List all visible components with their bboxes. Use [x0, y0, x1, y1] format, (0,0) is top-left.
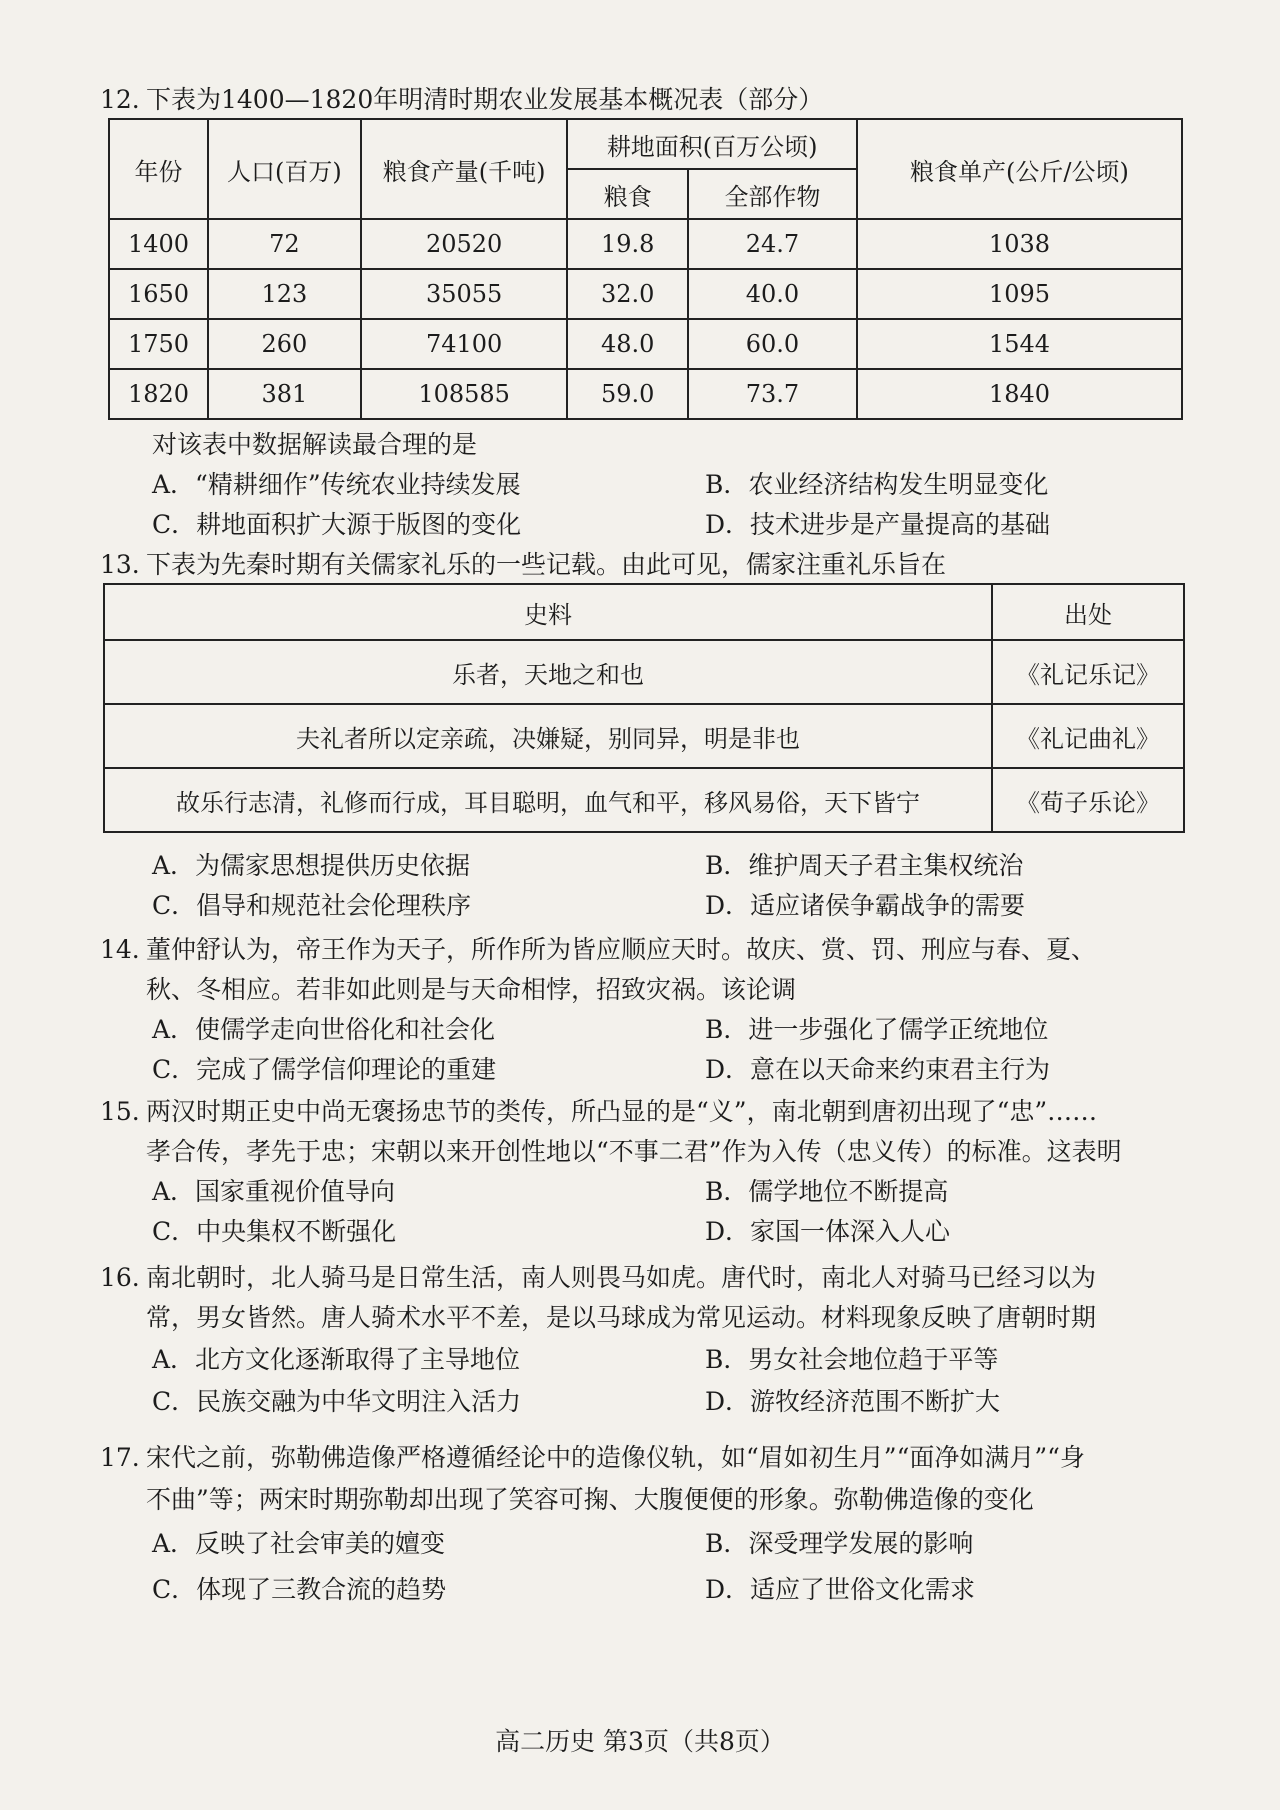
option-c[interactable]: C．倡导和规范社会伦理秩序: [152, 891, 472, 920]
option-b[interactable]: B．男女社会地位趋于平等: [705, 1345, 999, 1374]
cell: 1650: [109, 269, 208, 319]
option-d[interactable]: D．适应诸侯争霸战争的需要: [705, 891, 1026, 920]
option-b[interactable]: B．儒学地位不断提高: [705, 1177, 949, 1206]
table-row: [104, 768, 1184, 832]
cell: 1544: [857, 319, 1182, 369]
option-a[interactable]: A．为儒家思想提供历史依据: [152, 851, 471, 880]
question-line: 南北朝时，北人骑马是日常生活，南人则畏马如虎。唐代时，南北人对骑马已经习以为: [146, 1263, 1097, 1292]
header-population: 人口(百万): [208, 119, 361, 219]
cell: 1095: [857, 269, 1182, 319]
cell: 35055: [361, 269, 568, 319]
cell: 72: [208, 219, 361, 269]
cell: 1038: [857, 219, 1182, 269]
header-yield: 粮食单产(公斤/公顷): [857, 119, 1182, 219]
question-line: 秋、冬相应。若非如此则是与天命相悖，招致灾祸。该论调: [146, 975, 797, 1004]
option-d[interactable]: D．适应了世俗文化需求: [705, 1575, 976, 1604]
option-c[interactable]: C．民族交融为中华文明注入活力: [152, 1387, 522, 1416]
cell: 381: [208, 369, 361, 419]
option-d[interactable]: D．游牧经济范围不断扩大: [705, 1387, 1001, 1416]
question-line: 宋代之前，弥勒佛造像严格遵循经论中的造像仪轨，如“眉如初生月”“面净如满月”“身: [146, 1443, 1085, 1472]
table-row: [109, 269, 1182, 319]
question-line: 孝合传，孝先于忠；宋朝以来开创性地以“不事二君”作为入传（忠义传）的标准。这表明: [146, 1137, 1122, 1166]
question-number: 15.: [100, 1097, 140, 1126]
header-farmland-all: 全部作物: [688, 169, 857, 219]
option-d[interactable]: D．意在以天命来约束君主行为: [705, 1055, 1051, 1084]
question-number: 14.: [100, 935, 140, 964]
option-a[interactable]: A．“精耕细作”传统农业持续发展: [152, 470, 521, 499]
question-line: 两汉时期正史中尚无褒扬忠节的类传，所凸显的是“义”，南北朝到唐初出现了“忠”……: [146, 1097, 1098, 1126]
cell: 74100: [361, 319, 568, 369]
question-15: [100, 1094, 1097, 1130]
header-source: 史料: [104, 584, 992, 640]
option-a[interactable]: A．国家重视价值导向: [152, 1177, 396, 1206]
cell: 《礼记曲礼》: [992, 704, 1184, 768]
table-row: [109, 319, 1182, 369]
cell: 19.8: [567, 219, 688, 269]
option-b[interactable]: B．维护周天子君主集权统治: [705, 851, 1024, 880]
page-footer: 高二历史 第3页（共8页）: [495, 1727, 785, 1756]
option-b[interactable]: B．进一步强化了儒学正统地位: [705, 1015, 1049, 1044]
option-a[interactable]: A．北方文化逐渐取得了主导地位: [152, 1345, 521, 1374]
question-17: [100, 1440, 1085, 1476]
cell: 1840: [857, 369, 1182, 419]
option-a[interactable]: A．反映了社会审美的嬗变: [152, 1529, 446, 1558]
question-prompt: 对该表中数据解读最合理的是: [152, 430, 478, 459]
header-farmland: 耕地面积(百万公顷): [567, 119, 856, 169]
cell: 32.0: [567, 269, 688, 319]
cell: 73.7: [688, 369, 857, 419]
cell: 60.0: [688, 319, 857, 369]
cell: 40.0: [688, 269, 857, 319]
cell: 24.7: [688, 219, 857, 269]
question-number: 17.: [100, 1443, 140, 1472]
confucian-rites-table: [103, 583, 1185, 833]
cell: 乐者，天地之和也: [104, 640, 992, 704]
cell: 《礼记乐记》: [992, 640, 1184, 704]
cell: 48.0: [567, 319, 688, 369]
question-12: [100, 82, 823, 118]
cell: 123: [208, 269, 361, 319]
header-year: 年份: [109, 119, 208, 219]
question-line: 董仲舒认为，帝王作为天子，所作所为皆应顺应天时。故庆、赏、罚、刑应与春、夏、: [146, 935, 1097, 964]
question-13: [100, 547, 946, 583]
table-row: [104, 640, 1184, 704]
header-origin: 出处: [992, 584, 1184, 640]
table-row: [109, 369, 1182, 419]
option-b[interactable]: B．农业经济结构发生明显变化: [705, 470, 1049, 499]
cell: 59.0: [567, 369, 688, 419]
question-line: 不曲”等；两宋时期弥勒却出现了笑容可掬、大腹便便的形象。弥勒佛造像的变化: [146, 1485, 1034, 1514]
option-c[interactable]: C．中央集权不断强化: [152, 1217, 397, 1246]
option-c[interactable]: C．体现了三教合流的趋势: [152, 1575, 447, 1604]
question-stem: 下表为1400—1820年明清时期农业发展基本概况表（部分）: [146, 85, 824, 114]
option-d[interactable]: D．技术进步是产量提高的基础: [705, 510, 1051, 539]
cell: 《荀子乐论》: [992, 768, 1184, 832]
table-row: [104, 704, 1184, 768]
table-row: [109, 219, 1182, 269]
question-line: 常，男女皆然。唐人骑术水平不差，是以马球成为常见运动。材料现象反映了唐朝时期: [146, 1303, 1097, 1332]
question-stem: 下表为先秦时期有关儒家礼乐的一些记载。由此可见，儒家注重礼乐旨在: [146, 550, 947, 579]
option-c[interactable]: C．耕地面积扩大源于版图的变化: [152, 510, 522, 539]
cell: 夫礼者所以定亲疏，决嫌疑，别同异，明是非也: [104, 704, 992, 768]
cell: 1820: [109, 369, 208, 419]
cell: 1400: [109, 219, 208, 269]
cell: 1750: [109, 319, 208, 369]
option-a[interactable]: A．使儒学走向世俗化和社会化: [152, 1015, 496, 1044]
agriculture-table: [108, 118, 1183, 420]
cell: 故乐行志清，礼修而行成，耳目聪明，血气和平，移风易俗，天下皆宁: [104, 768, 992, 832]
question-number: 12.: [100, 85, 140, 114]
question-16: [100, 1260, 1096, 1296]
cell: 260: [208, 319, 361, 369]
cell: 20520: [361, 219, 568, 269]
question-14: [100, 932, 1096, 968]
header-farmland-grain: 粮食: [567, 169, 688, 219]
option-b[interactable]: B．深受理学发展的影响: [705, 1529, 974, 1558]
header-grain-output: 粮食产量(千吨): [361, 119, 568, 219]
question-number: 16.: [100, 1263, 140, 1292]
option-c[interactable]: C．完成了儒学信仰理论的重建: [152, 1055, 497, 1084]
question-number: 13.: [100, 550, 140, 579]
option-d[interactable]: D．家国一体深入人心: [705, 1217, 951, 1246]
cell: 108585: [361, 369, 568, 419]
